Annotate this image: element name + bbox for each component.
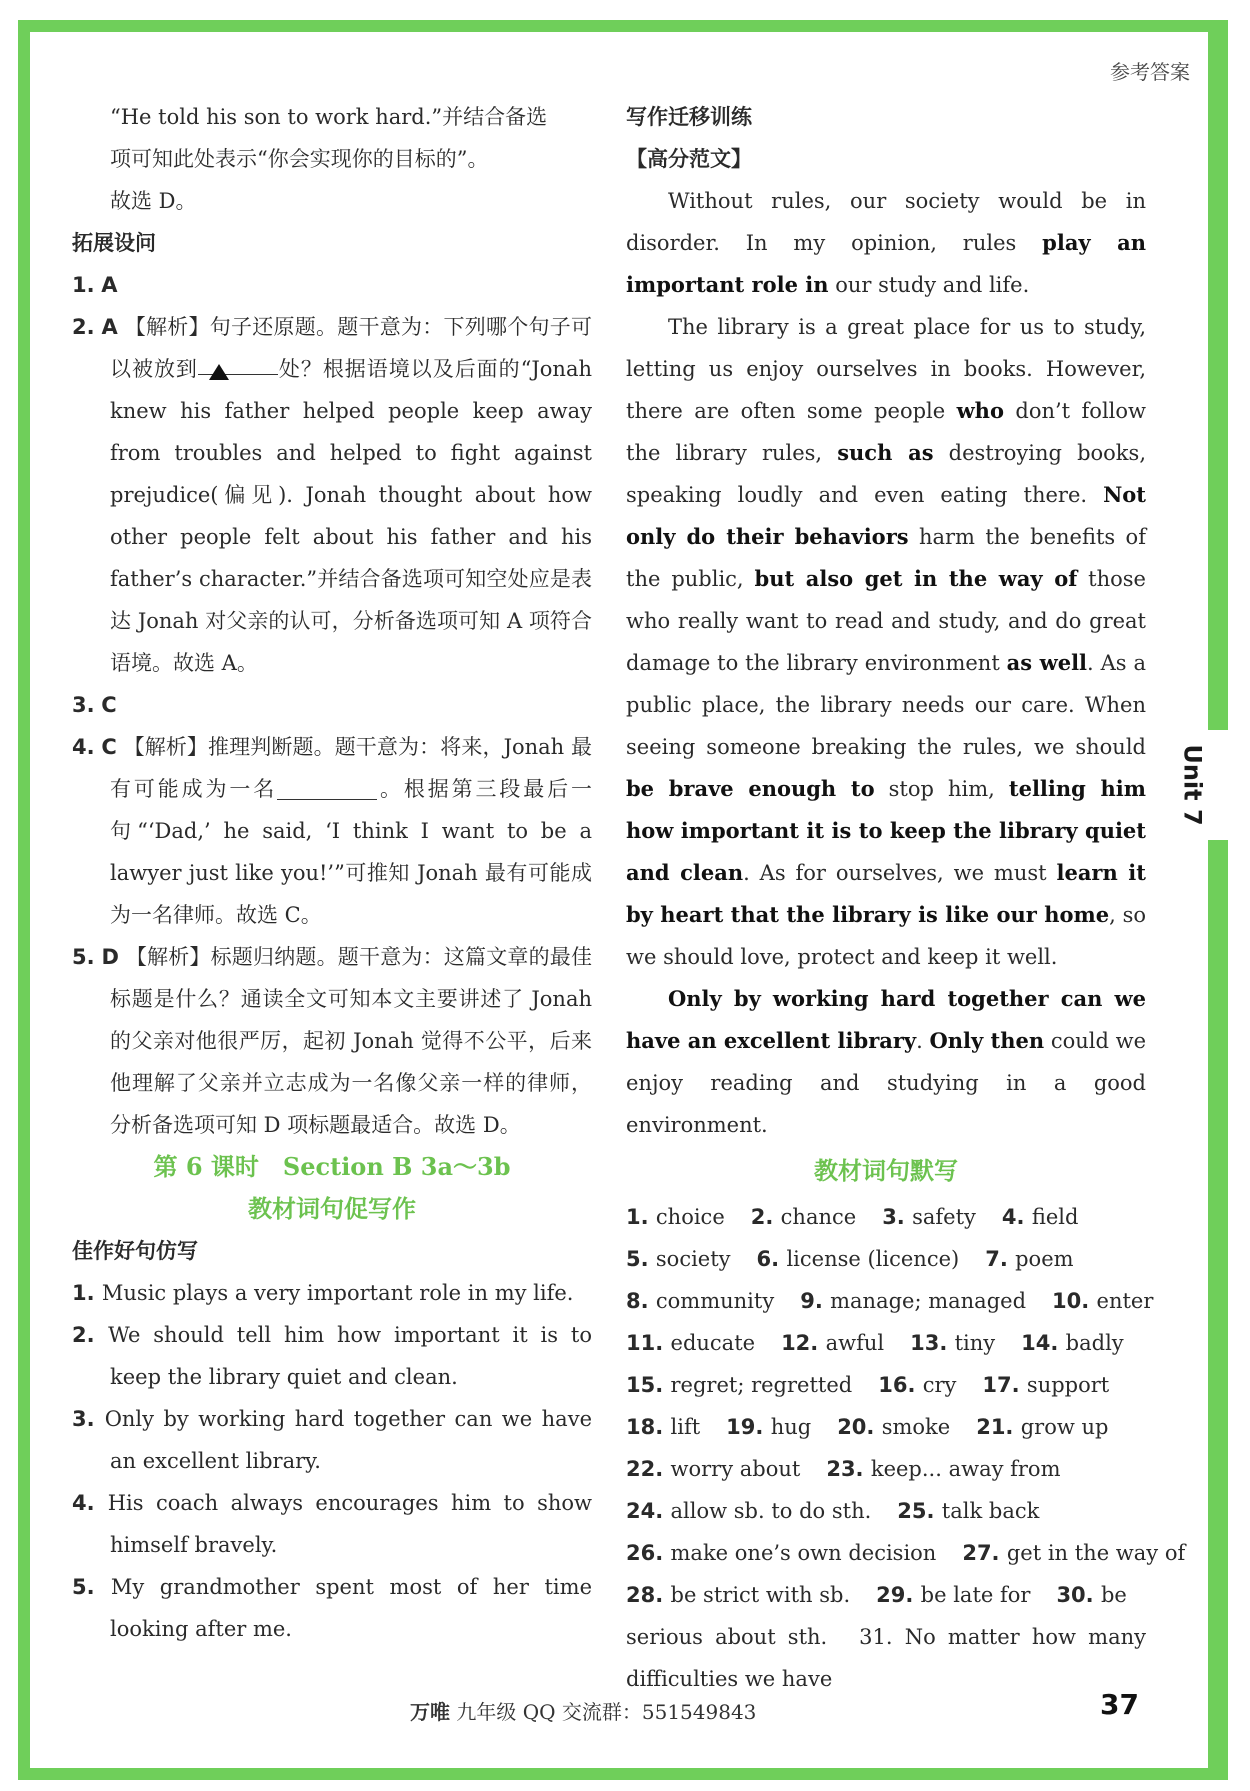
vocab-num: 2. [750, 1205, 781, 1229]
vocab-item [882, 1196, 976, 1238]
sentence-num: 3. [72, 1407, 105, 1431]
vocab-row [626, 1490, 1146, 1532]
sentence-item [72, 1398, 592, 1482]
essay-bold-phrase: learn it by heart that the library is like our home [626, 860, 1146, 927]
vocab-text: be strict with sb. [670, 1583, 851, 1607]
vocab-text: educate [670, 1331, 756, 1355]
vocab-text: hug [770, 1415, 812, 1439]
vocab-num: 1. [626, 1205, 656, 1229]
vocab-text: keep... away from [870, 1457, 1061, 1481]
essay-text: don’t follow the library rules, [626, 399, 1146, 465]
vocab-item [910, 1322, 995, 1364]
vocab-num: 15. [626, 1373, 671, 1397]
vocab-item [626, 1406, 700, 1448]
sentence-text: Only by working hard together can we have an excellent library. [104, 1407, 592, 1473]
essay-bold-phrase: who [956, 398, 1004, 423]
sentence-item [72, 1482, 592, 1566]
q3-ans: C [101, 693, 117, 717]
vocab-text: be [1100, 1583, 1127, 1607]
answer-3 [72, 684, 592, 726]
vocab-text: talk back [941, 1499, 1040, 1523]
essay-bold-phrase: play an important role in [626, 230, 1146, 297]
essay-text: . As for ourselves, we must [743, 861, 1057, 885]
vocab-num: 28. [626, 1583, 671, 1607]
section-writing: 写作迁移训练 [626, 105, 752, 129]
vocab-text: awful [825, 1331, 885, 1355]
q5-text: 【解析】标题归纳题。题干意为：这篇文章的最佳标题是什么？通读全文可知本文主要讲述了 Jonah 的父亲对他很严厉，起初 Jonah 觉得不公平，后来他理解了父亲并立志成为一名像父亲一样的律师，分析备选项可知 D 项标题最适合。故选 D。 [110, 945, 593, 1137]
sentence-text: Music plays a very important role in my life. [101, 1281, 574, 1305]
continued-text [72, 96, 592, 222]
vocab-row [626, 1448, 1146, 1490]
vocab-row [626, 1574, 1146, 1616]
vocab-num: 12. [781, 1331, 826, 1355]
vocab-text: make one’s own decision [670, 1541, 937, 1565]
vocab-row [626, 1364, 1146, 1406]
vocab-num: 10. [1052, 1289, 1097, 1313]
vocab-text: worry about [670, 1457, 801, 1481]
vocab-item [1002, 1196, 1079, 1238]
vocab-item [626, 1448, 800, 1490]
frame-bottom [18, 1768, 1228, 1780]
vocab-item [757, 1238, 960, 1280]
essay-bold-phrase: such as [837, 440, 934, 465]
essay-text: harm the benefits of the public, [626, 525, 1146, 591]
essay-text: destroying books, speaking loudly and even eating there. [626, 441, 1146, 507]
vocab-item [626, 1238, 731, 1280]
essay-paragraph-2 [626, 306, 1146, 978]
q4-num: 4. [72, 735, 95, 759]
vocab-num: 7. [985, 1247, 1016, 1271]
frame-top [18, 20, 1228, 32]
vocab-num: 6. [756, 1247, 787, 1271]
vocab-item [626, 1280, 774, 1322]
sentence-text: His coach always encourages him to show himself bravely. [107, 1491, 593, 1557]
sentence-list [72, 1272, 592, 1650]
vocab-text: poem [1015, 1247, 1074, 1271]
cont-line-3: 故选 D。 [110, 189, 197, 213]
vocab-item [976, 1406, 1108, 1448]
vocab-text: society [655, 1247, 731, 1271]
cont-line-2: 项可知此处表示“你会实现你的目标的”。 [110, 147, 489, 171]
q4-text-a: 【解析】推理判断题。题干意为：将来，Jonah 最有可能成为一名 [110, 735, 592, 801]
triangle-icon [209, 364, 229, 380]
q1-num: 1. [72, 273, 95, 297]
vocab-item [626, 1490, 871, 1532]
vocab-item [985, 1238, 1073, 1280]
vocab-title: 教材词句默写 [814, 1156, 958, 1185]
essay-paragraph-3 [626, 978, 1146, 1146]
vocab-item [876, 1574, 1030, 1616]
vocab-num: 26. [626, 1541, 671, 1565]
vocab-row [626, 1532, 1186, 1574]
vocab-text: safety [912, 1205, 976, 1229]
vocab-num: 11. [626, 1331, 671, 1355]
vocab-text: allow sb. to do sth. [670, 1499, 872, 1523]
q4-text-b: 。根据第三段最后一句“‘Dad,’ he said, ‘I think I want to be a lawyer just like you!’”可推知 Jonah 最有可能成为一名律师。故选 C。 [110, 777, 592, 927]
answer-2 [72, 306, 592, 684]
vocab-num: 29. [876, 1583, 921, 1607]
vocab-item [826, 1448, 1060, 1490]
left-column [72, 96, 592, 1650]
vocab-row [626, 1238, 1146, 1280]
q4-ans: C [101, 735, 117, 759]
frame-left [18, 20, 30, 1780]
vocab-item [897, 1490, 1039, 1532]
vocab-text: get in the way of [1006, 1541, 1186, 1565]
vocab-item [626, 1322, 755, 1364]
vocab-item [626, 1532, 936, 1574]
q5-ans: D [101, 945, 119, 969]
vocab-row [626, 1406, 1146, 1448]
vocab-num: 30. [1056, 1583, 1101, 1607]
vocab-text: license (licence) [786, 1247, 960, 1271]
frame-right-bottom [1208, 840, 1228, 1780]
q2-text-b: 处？根据语境以及后面的“Jonah knew his father helped people keep away from troubles and helped to fight against prejudice(偏见). Jonah thought about how other people felt about his father and his father’s character.”并结合备选项可知空处应是表达 Jonah 对父亲的认可，分析备选项可知 A 项符合语境。故选 A。 [110, 357, 592, 675]
vocab-num: 25. [897, 1499, 942, 1523]
answer-1 [72, 264, 592, 306]
q5-num: 5. [72, 945, 95, 969]
essay-bold-phrase: Only then [929, 1028, 1045, 1053]
essay-bold-phrase: as well [1006, 650, 1088, 675]
unit-tab [1170, 735, 1216, 835]
vocab-text: manage; managed [830, 1289, 1027, 1313]
model-label: 【高分范文】 [626, 147, 752, 171]
vocab-item [751, 1196, 856, 1238]
vocab-num: 9. [800, 1289, 831, 1313]
vocab-num: 8. [626, 1289, 656, 1313]
sentence-num: 1. [72, 1281, 102, 1305]
q1-ans: A [101, 273, 118, 297]
essay-text: , so we should love, protect and keep it well. [626, 903, 1146, 969]
essay-text: could we enjoy reading and studying in a good environment. [626, 1029, 1146, 1137]
blank-with-triangle [198, 352, 278, 375]
vocab-item [1056, 1574, 1126, 1616]
vocab-item [1052, 1280, 1153, 1322]
answer-4 [72, 726, 592, 936]
essay-text: Without rules, our society would be in disorder. In my opinion, rules [626, 189, 1146, 255]
vocab-num: 13. [910, 1331, 955, 1355]
vocab-num: 19. [726, 1415, 771, 1439]
vocab-num: 22. [626, 1457, 671, 1481]
vocab-text: field [1031, 1205, 1079, 1229]
sentence-num: 5. [72, 1575, 111, 1599]
page-number: 37 [1100, 1688, 1139, 1721]
essay-bold-phrase: telling him how important it is to keep the library quiet and clean [626, 776, 1146, 885]
vocab-num: 4. [1001, 1205, 1032, 1229]
q3-num: 3. [72, 693, 95, 717]
vocab-num: 24. [626, 1499, 671, 1523]
header-label: 参考答案 [1110, 60, 1190, 84]
sentence-item [72, 1566, 592, 1650]
vocab-text: smoke [881, 1415, 951, 1439]
vocab-text: community [655, 1289, 775, 1313]
essay-bold-phrase: but also get in the way of [754, 566, 1078, 591]
vocab-item [800, 1280, 1026, 1322]
vocab-item [626, 1196, 725, 1238]
vocab-item [726, 1406, 811, 1448]
vocab-num: 23. [826, 1457, 871, 1481]
vocab-item [626, 1574, 850, 1616]
right-column [626, 96, 1186, 1700]
footer-brand: 万唯 [410, 1700, 450, 1724]
essay-text: those who really want to read and study, and do great damage to the library environment [626, 567, 1146, 675]
sentence-item [72, 1314, 592, 1398]
essay-bold-phrase: Only by working hard together can we have an excellent library [626, 986, 1146, 1053]
section-extend: 拓展设问 [72, 231, 156, 255]
section-imitate: 佳作好句仿写 [72, 1239, 198, 1263]
essay-text: stop him, [874, 777, 1009, 801]
vocab-item [626, 1364, 852, 1406]
vocab-text: enter [1096, 1289, 1154, 1313]
vocab-item [878, 1364, 956, 1406]
essay-bold-phrase: be brave enough to [626, 776, 875, 801]
sentence-item [72, 1272, 592, 1314]
vocab-row [626, 1196, 1146, 1238]
q2-ans: A [101, 315, 118, 339]
vocab-item [982, 1364, 1109, 1406]
vocab-item [781, 1322, 884, 1364]
vocab-text: chance [780, 1205, 857, 1229]
vocab-text: cry [922, 1373, 957, 1397]
vocab-item [962, 1532, 1185, 1574]
footer [410, 1696, 756, 1725]
essay-text: . [916, 1029, 930, 1053]
vocab-row [626, 1322, 1146, 1364]
essay-paragraph-1 [626, 180, 1146, 306]
answer-5 [72, 936, 592, 1146]
vocab-last: serious about sth. 31. No matter how many difficulties we have [626, 1625, 1146, 1691]
vocab-text: regret; regretted [670, 1373, 853, 1397]
vocab-num: 27. [962, 1541, 1007, 1565]
unit-label: Unit 7 [1179, 744, 1208, 826]
vocab-num: 20. [837, 1415, 882, 1439]
essay-text: . As a public place, the library needs our care. When seeing someone breaking the rules, we should [626, 651, 1146, 759]
lesson-title: 第 6 课时 Section B 3a～3b [153, 1152, 511, 1181]
sentence-text: My grandmother spent most of her time looking after me. [110, 1575, 592, 1641]
q2-text-a: 【解析】句子还原题。题干意为：下列哪个句子可以被放到 [110, 315, 592, 381]
frame-right-top [1208, 20, 1228, 730]
lesson-subtitle: 教材词句促写作 [248, 1194, 416, 1223]
footer-text: 九年级 QQ 交流群：551549843 [456, 1700, 757, 1724]
vocab-num: 3. [882, 1205, 913, 1229]
vocab-row [626, 1280, 1154, 1322]
essay-bold-phrase: Not only do their behaviors [626, 482, 1146, 549]
vocab-num: 18. [626, 1415, 671, 1439]
essay-text: The library is a great place for us to study, letting us enjoy ourselves in books. However, there are often some people [626, 315, 1146, 423]
q2-num: 2. [72, 315, 95, 339]
vocab-text: support [1026, 1373, 1110, 1397]
vocab-text: badly [1065, 1331, 1124, 1355]
vocab-num: 21. [976, 1415, 1021, 1439]
sentence-num: 2. [72, 1323, 109, 1347]
vocab-text: lift [670, 1415, 701, 1439]
cont-line-1: “He told his son to work hard.”并结合备选 [110, 105, 548, 129]
vocab-list [626, 1196, 1186, 1616]
vocab-text: grow up [1020, 1415, 1109, 1439]
essay-text: our study and life. [828, 273, 1030, 297]
sentence-num: 4. [72, 1491, 108, 1515]
vocab-text: be late for [920, 1583, 1031, 1607]
vocab-item [1021, 1322, 1124, 1364]
vocab-num: 17. [982, 1373, 1027, 1397]
vocab-text: tiny [954, 1331, 996, 1355]
sentence-text: We should tell him how important it is to keep the library quiet and clean. [108, 1323, 592, 1389]
vocab-num: 14. [1021, 1331, 1066, 1355]
vocab-item [837, 1406, 950, 1448]
vocab-text: choice [655, 1205, 725, 1229]
vocab-num: 5. [626, 1247, 656, 1271]
vocab-num: 16. [878, 1373, 923, 1397]
fill-blank [277, 777, 377, 800]
